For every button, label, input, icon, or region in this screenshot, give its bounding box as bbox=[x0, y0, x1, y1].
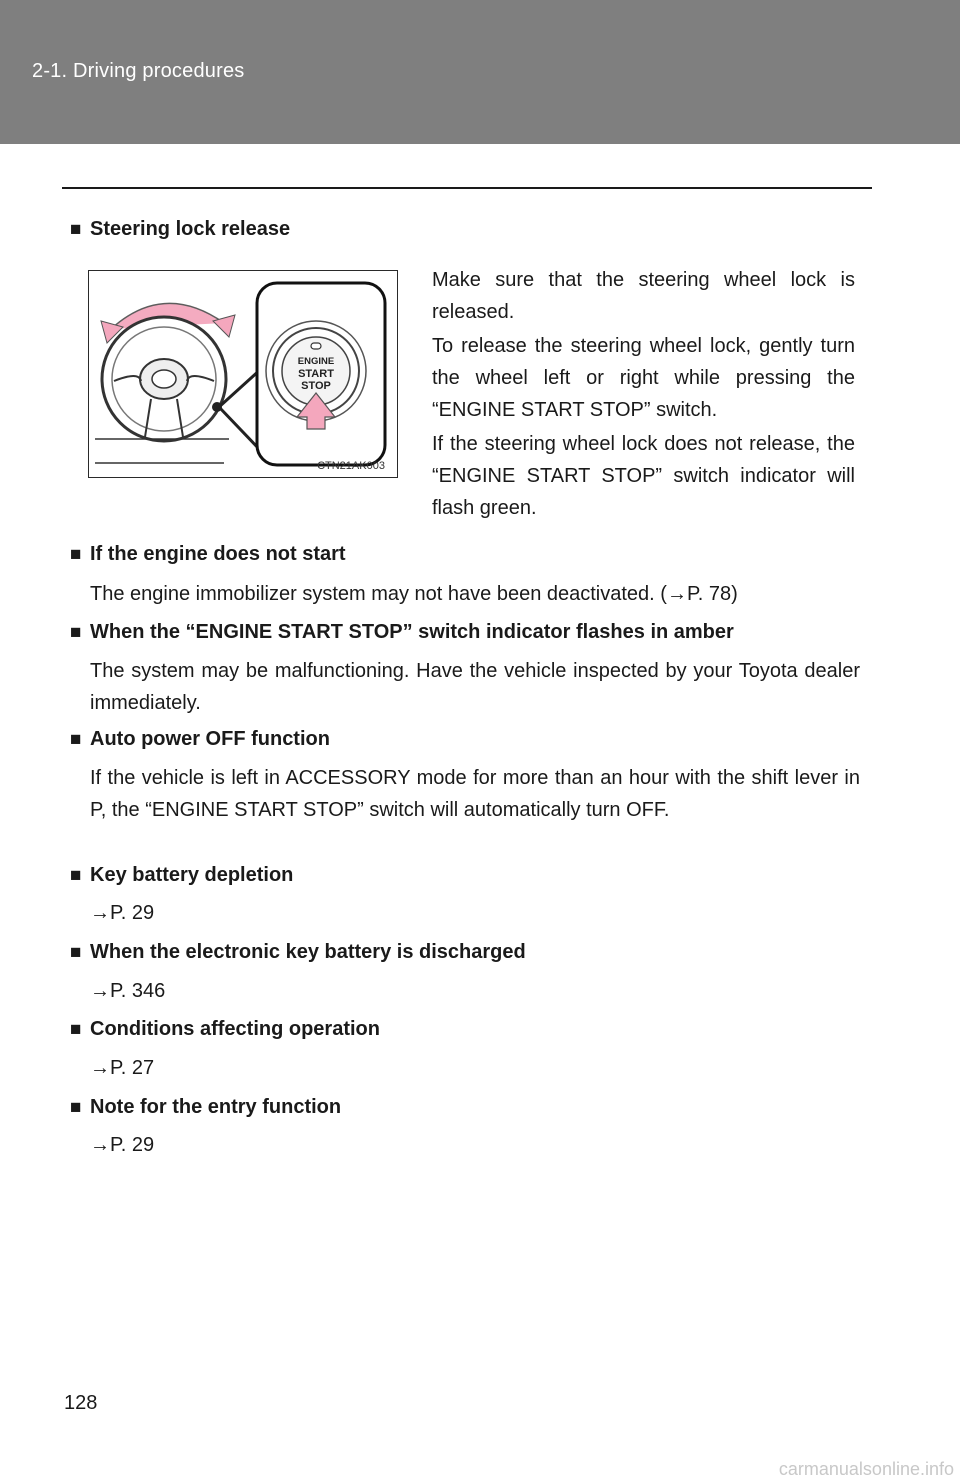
indicator-amber-text: The system may be malfunctioning. Have the vehicle inspected by your Toyota dealer immediately. bbox=[90, 660, 860, 714]
steering-lock-illustration bbox=[88, 270, 398, 478]
steering-lock-paragraph-1: Make sure that the steering wheel lock is released. bbox=[432, 269, 855, 323]
heading-marker: ■ bbox=[70, 1019, 82, 1040]
arrow-icon: → bbox=[90, 1134, 110, 1156]
arrow-icon: → bbox=[90, 902, 110, 924]
steering-lock-paragraph-3: If the steering wheel lock does not release, the “ENGINE START STOP” switch indicator will flash green. bbox=[432, 433, 855, 519]
page-reference[interactable]: P. 29 bbox=[110, 902, 155, 924]
heading-marker: ■ bbox=[70, 942, 82, 963]
auto-power-off-text: If the vehicle is left in ACCESSORY mode for more than an hour with the shift lever in P, the “ENGINE START STOP” switch will automatically turn OFF. bbox=[90, 767, 860, 821]
heading-indicator-amber bbox=[70, 621, 734, 644]
button-label-engine: ENGINE bbox=[297, 356, 335, 367]
engine-not-start-text: The engine immobilizer system may not have been deactivated. (→P. 78) bbox=[90, 583, 738, 605]
heading-steering-lock bbox=[70, 218, 290, 241]
heading-marker: ■ bbox=[70, 544, 82, 565]
heading-marker: ■ bbox=[70, 622, 82, 643]
heading-text: If the engine does not start bbox=[90, 543, 346, 565]
arrow-icon: → bbox=[90, 980, 110, 1002]
heading-marker: ■ bbox=[70, 1097, 82, 1118]
steering-wheel-figure bbox=[89, 271, 397, 477]
heading-conditions-affecting-operation bbox=[70, 1018, 380, 1041]
heading-text: Steering lock release bbox=[90, 218, 291, 240]
heading-key-battery-discharged bbox=[70, 941, 526, 964]
header-rule bbox=[62, 187, 872, 189]
steering-lock-paragraph-2: To release the steering wheel lock, gently turn the wheel left or right while pressing the “ENGINE START STOP” switch. bbox=[432, 335, 855, 421]
conditions-affecting-operation-ref bbox=[90, 1057, 154, 1080]
page-reference[interactable]: P. 29 bbox=[110, 1134, 155, 1156]
button-label-start: START bbox=[298, 368, 334, 380]
page-reference[interactable]: P. 27 bbox=[110, 1057, 155, 1079]
heading-text: Auto power OFF function bbox=[90, 728, 330, 750]
section-title: 2-1. Driving procedures bbox=[32, 60, 245, 82]
heading-key-battery-depletion bbox=[70, 864, 293, 887]
heading-text: When the “ENGINE START STOP” switch indicator flashes in amber bbox=[90, 621, 734, 643]
heading-text: Key battery depletion bbox=[90, 864, 294, 886]
entry-function-note-ref bbox=[90, 1134, 154, 1157]
page-reference[interactable]: P. 346 bbox=[110, 980, 166, 1002]
key-battery-discharged-ref bbox=[90, 980, 165, 1003]
heading-text: Note for the entry function bbox=[90, 1096, 342, 1118]
heading-engine-not-start bbox=[70, 543, 346, 566]
heading-marker: ■ bbox=[70, 729, 82, 750]
figure-caption: CTN21AK003 bbox=[317, 460, 385, 472]
key-battery-depletion-ref bbox=[90, 902, 154, 925]
button-label-stop: STOP bbox=[301, 380, 331, 392]
heading-marker: ■ bbox=[70, 219, 82, 240]
heading-entry-function-note bbox=[70, 1096, 341, 1119]
page-number: 128 bbox=[64, 1392, 98, 1414]
heading-marker: ■ bbox=[70, 865, 82, 886]
heading-text: When the electronic key battery is discharged bbox=[90, 941, 526, 963]
heading-text: Conditions affecting operation bbox=[90, 1018, 380, 1040]
arrow-icon: → bbox=[90, 1057, 110, 1079]
page-header bbox=[0, 0, 960, 144]
heading-auto-power-off bbox=[70, 728, 330, 751]
watermark: carmanualsonline.info bbox=[778, 1459, 954, 1479]
